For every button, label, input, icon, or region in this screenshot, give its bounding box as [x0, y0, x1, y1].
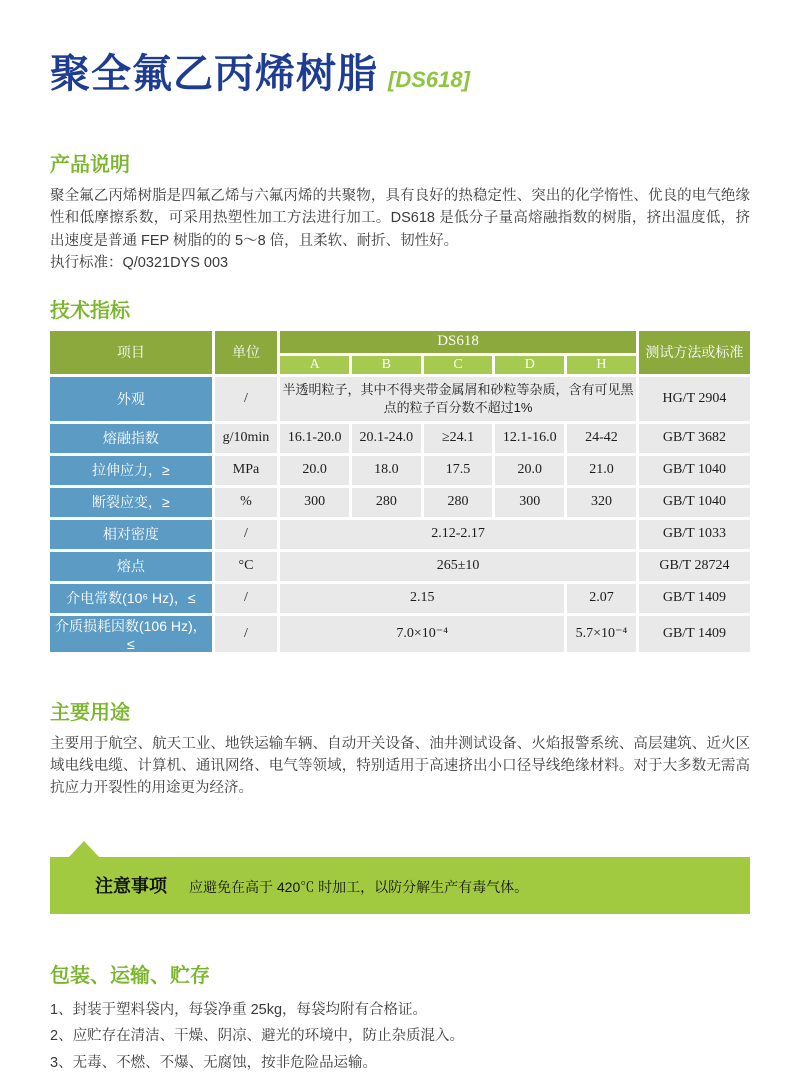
row-unit: g/10min — [215, 424, 278, 453]
row-value: 320 — [567, 488, 636, 517]
row-method: GB/T 28724 — [639, 552, 750, 581]
row-value-h: 2.07 — [567, 584, 636, 613]
grade-b: B — [352, 356, 421, 374]
section-heading-main-uses: 主要用途 — [50, 701, 130, 724]
row-method: GB/T 1409 — [639, 584, 750, 613]
row-value-h: 5.7×10⁻⁴ — [567, 616, 636, 652]
row-value: 300 — [280, 488, 349, 517]
row-label: 相对密度 — [50, 520, 212, 549]
row-label: 介电常数(10⁶ Hz)，≤ — [50, 584, 212, 613]
row-value-span-abcd: 7.0×10⁻⁴ — [280, 616, 564, 652]
execution-standard: 执行标准：Q/0321DYS 003 — [50, 255, 229, 272]
row-value-span-abcd: 2.15 — [280, 584, 564, 613]
row-method: GB/T 1040 — [639, 456, 750, 485]
list-item: 3、无毒、不燃、不爆、无腐蚀，按非危险品运输。 — [50, 1054, 378, 1071]
row-method: GB/T 1409 — [639, 616, 750, 652]
grade-c: C — [424, 356, 493, 374]
row-value: 12.1-16.0 — [495, 424, 564, 453]
row-unit: °C — [215, 552, 278, 581]
table-row — [50, 616, 750, 652]
row-value: 18.0 — [352, 456, 421, 485]
row-value-span: 265±10 — [280, 552, 636, 581]
col-header-item: 项目 — [50, 331, 212, 374]
table-row — [50, 520, 750, 549]
notice-banner — [50, 857, 750, 914]
spec-table — [47, 328, 753, 655]
row-label: 断裂应变，≥ — [50, 488, 212, 517]
section-heading-product-description: 产品说明 — [50, 154, 130, 176]
table-row — [50, 424, 750, 453]
table-row — [50, 377, 750, 421]
table-row — [50, 456, 750, 485]
row-method: HG/T 2904 — [639, 377, 750, 421]
row-value: 21.0 — [567, 456, 636, 485]
notice-heading: 注意事项 — [95, 876, 167, 897]
list-item: 2、应贮存在清洁、干燥、阴凉、避光的环境中，防止杂质混入。 — [50, 1028, 465, 1045]
row-unit: MPa — [215, 456, 278, 485]
table-row — [50, 488, 750, 517]
notice-text: 应避免在高于 420℃ 时加工，以防分解生产有毒气体。 — [189, 878, 529, 895]
row-value: 280 — [424, 488, 493, 517]
table-header-row — [50, 331, 750, 353]
row-label: 介质损耗因数(106 Hz)，≤ — [50, 616, 212, 652]
row-value: 20.0 — [495, 456, 564, 485]
row-value: 20.1-24.0 — [352, 424, 421, 453]
row-unit: % — [215, 488, 278, 517]
product-description-text: 聚全氟乙丙烯树脂是四氟乙烯与六氟丙烯的共聚物，具有良好的热稳定性、突出的化学惰性、优良的电气绝缘性和低摩擦系数，可采用热塑性加工方法进行加工。DS618 是低分子量高熔融指数的树脂，挤出温度低，挤出速度是普通 FEP 树脂的的 5～8 倍，且柔软、耐折、韧性好。 — [50, 188, 750, 249]
row-label: 外观 — [50, 377, 212, 421]
row-value-span: 2.12-2.17 — [280, 520, 636, 549]
page-title: 聚全氟乙丙烯树脂 — [50, 52, 378, 96]
row-method: GB/T 1040 — [639, 488, 750, 517]
col-header-unit: 单位 — [215, 331, 278, 374]
row-label: 熔点 — [50, 552, 212, 581]
row-value: 16.1-20.0 — [280, 424, 349, 453]
grade-a: A — [280, 356, 349, 374]
row-method: GB/T 1033 — [639, 520, 750, 549]
row-value: ≥24.1 — [424, 424, 493, 453]
row-value: 24-42 — [567, 424, 636, 453]
row-value-span: 半透明粒子，其中不得夹带金属屑和砂粒等杂质，含有可见黑点的粒子百分数不超过1% — [280, 377, 636, 421]
row-unit: / — [215, 377, 278, 421]
col-header-group: DS618 — [280, 331, 636, 353]
row-unit: / — [215, 520, 278, 549]
row-method: GB/T 3682 — [639, 424, 750, 453]
row-value: 20.0 — [280, 456, 349, 485]
row-value: 17.5 — [424, 456, 493, 485]
banner-pointer-triangle — [68, 841, 100, 858]
grade-d: D — [495, 356, 564, 374]
main-uses-text: 主要用于航空、航天工业、地铁运输车辆、自动开关设备、油井测试设备、火焰报警系统、高层建筑、近火区域电线电缆、计算机、通讯网络、电气等领域，特别适用于高速挤出小口径导线绝缘材料。对于大多数无需高抗应力开裂性的用途更为经济。 — [50, 735, 750, 797]
product-code: [DS618] — [388, 67, 470, 92]
row-label: 熔融指数 — [50, 424, 212, 453]
row-unit: / — [215, 584, 278, 613]
title-row — [50, 52, 750, 96]
row-value: 300 — [495, 488, 564, 517]
row-label: 拉伸应力，≥ — [50, 456, 212, 485]
grade-h: H — [567, 356, 636, 374]
list-item: 1、封装于塑料袋内，每袋净重 25kg，每袋均附有合格证。 — [50, 1001, 428, 1018]
table-row — [50, 552, 750, 581]
packaging-list — [50, 997, 750, 1076]
col-header-method: 测试方法或标准 — [639, 331, 750, 374]
section-heading-tech-specs: 技术指标 — [50, 299, 130, 322]
section-heading-packaging: 包装、运输、贮存 — [50, 964, 210, 987]
row-value: 280 — [352, 488, 421, 517]
table-row — [50, 584, 750, 613]
row-unit: / — [215, 616, 278, 652]
